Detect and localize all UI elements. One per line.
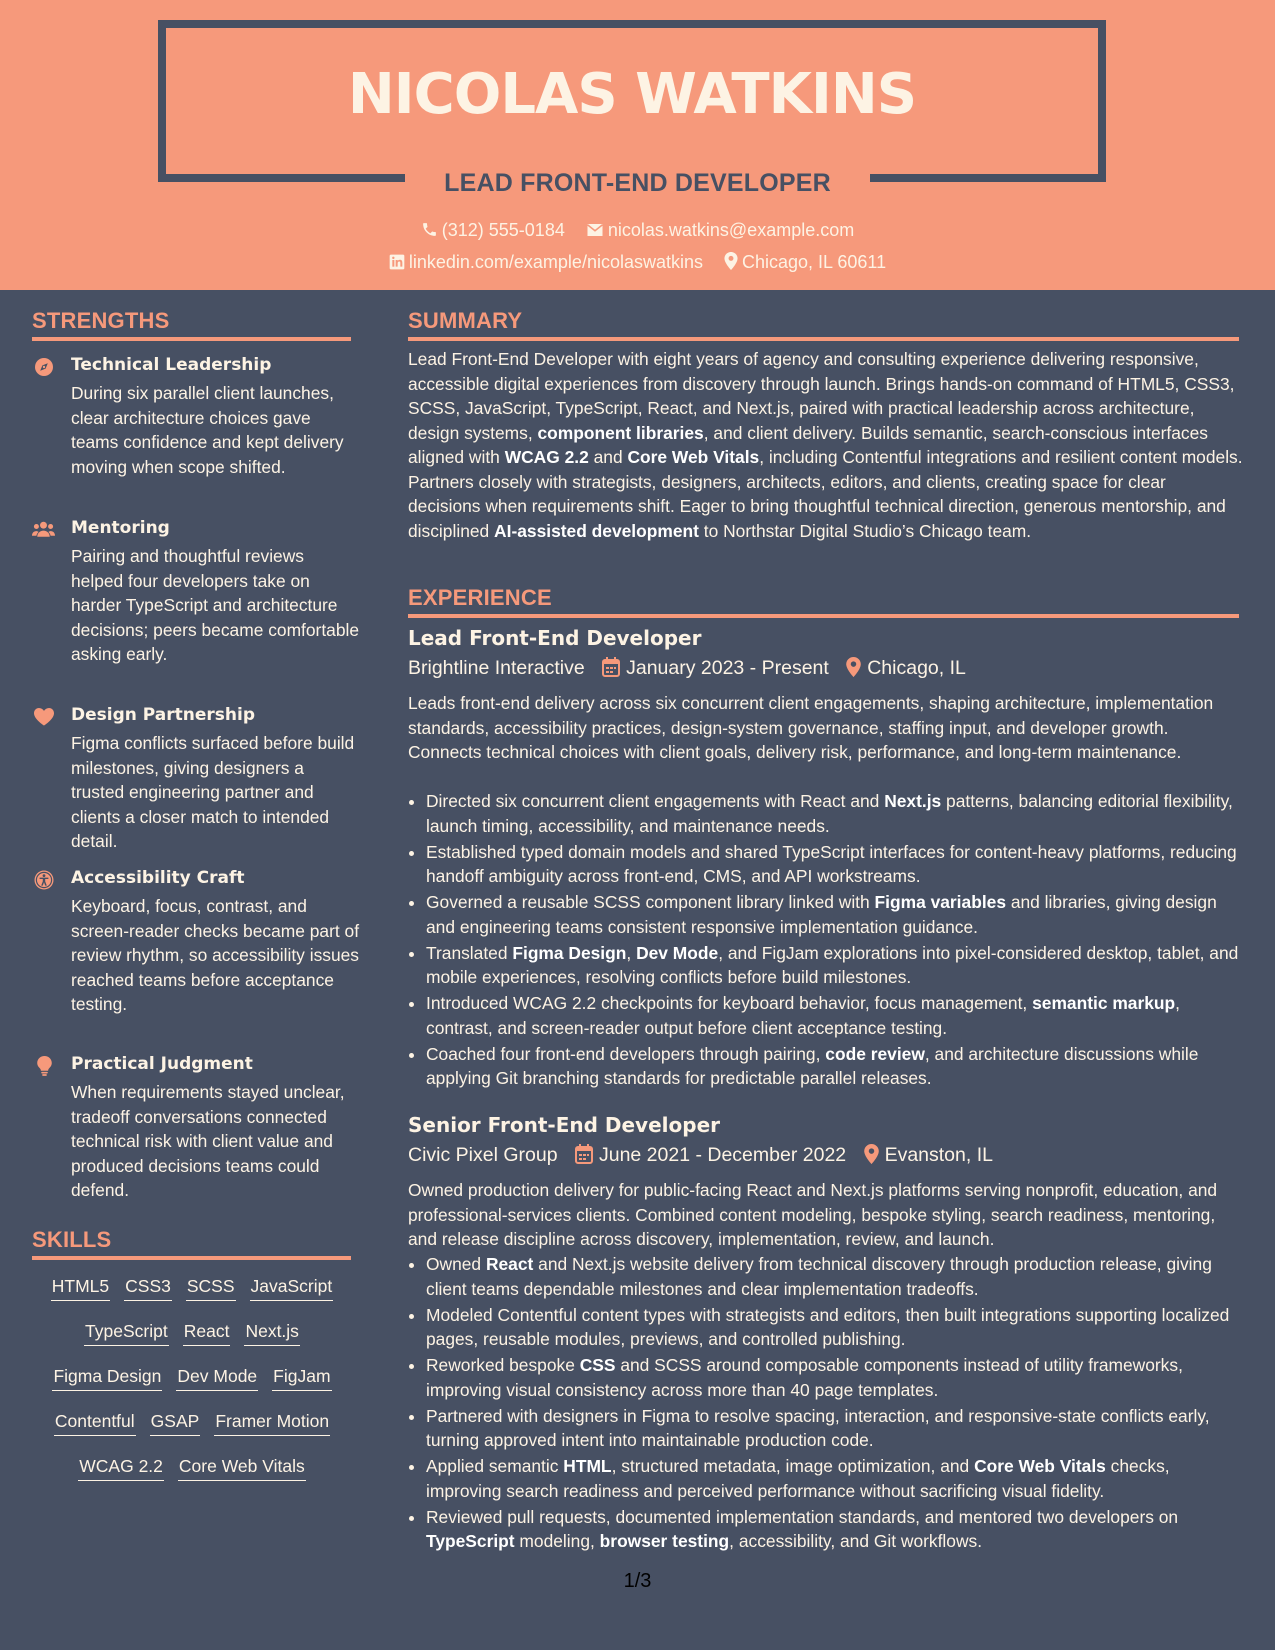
bullet-item	[426, 789, 1243, 838]
emphasis-text: Next.js	[884, 791, 942, 811]
job-bullets	[408, 1252, 1243, 1555]
strength-description: During six parallel client launches, clear architecture choices gave teams confidence and kept delivery moving when scope shifted.	[71, 383, 344, 477]
linkedin-icon	[389, 254, 405, 270]
bullet-item	[426, 1252, 1243, 1301]
text-run: ,	[626, 942, 637, 963]
envelope-icon	[586, 222, 604, 238]
bullet-item	[426, 1454, 1243, 1503]
candidate-title: LEAD FRONT-END DEVELOPER	[444, 169, 831, 197]
skills-row	[32, 1276, 352, 1301]
job-description: Owned production delivery for public-facing React and Next.js platforms serving nonprofit, education, and professional-services clients. Combined content modeling, bespoke styling, search readiness, mentoring, and release discipline across discovery, implementation, review, and launch.	[408, 1180, 1218, 1249]
text-run: , including Contentful integrations and resilient content models. Partners closely with strategists, designers, architects, editors, and clients, creating space for clear decisions when requirements shift. Eager to bring thoughtful technical direction, generous mentorship, and disciplined	[408, 447, 1243, 541]
job-location: Chicago, IL	[867, 657, 966, 679]
text-run: Coached four front-end developers through pairing,	[426, 1043, 826, 1064]
calendar-icon	[575, 1144, 593, 1164]
text-run: to Northstar Digital Studio’s Chicago team.	[698, 520, 1032, 541]
job-dates: January 2023 - Present	[626, 657, 829, 679]
candidate-name: NICOLAS WATKINS	[347, 62, 917, 127]
skills-row	[32, 1366, 352, 1391]
header-banner	[0, 0, 1275, 290]
bullet-item	[426, 941, 1243, 990]
emphasis-text: AI-assisted development	[494, 520, 699, 541]
text-run: Translated	[426, 942, 513, 963]
job-title: Senior Front-End Developer	[408, 1113, 721, 1137]
contact-row-1	[0, 220, 1275, 241]
emphasis-text: component libraries	[537, 422, 704, 443]
heart-icon	[34, 707, 54, 727]
linkedin-contact[interactable]	[389, 252, 703, 273]
text-run: , and architecture discussions while applying Git branching standards for predictable parallel releases.	[426, 1043, 1199, 1088]
strengths-rule	[32, 337, 351, 341]
linkedin-text: linkedin.com/example/nicolaswatkins	[408, 252, 703, 272]
skill-tag: FigJam	[272, 1366, 331, 1391]
text-run: Reworked bespoke	[426, 1355, 580, 1375]
text-run: modeling,	[514, 1531, 600, 1551]
text-run: Reviewed pull requests, documented implementation standards, and mentored two developers on	[426, 1506, 1179, 1527]
job-company: Civic Pixel Group	[408, 1144, 558, 1166]
accessibility-icon	[34, 870, 54, 890]
text-run: Directed six concurrent client engagements with React and	[426, 791, 885, 811]
users-icon	[32, 520, 55, 540]
job-meta	[408, 1144, 993, 1167]
text-run: Applied semantic	[426, 1456, 564, 1476]
emphasis-text: Dev Mode	[636, 942, 719, 963]
skill-tag: Dev Mode	[176, 1366, 258, 1391]
skill-tag: GSAP	[150, 1411, 201, 1436]
skill-tag: TypeScript	[84, 1321, 169, 1346]
emphasis-text: Figma Design	[512, 942, 627, 963]
text-run: Introduced WCAG 2.2 checkpoints for keyboard behavior, focus management,	[426, 993, 1033, 1013]
text-run: Owned	[426, 1254, 486, 1274]
skills-row	[32, 1456, 352, 1481]
summary-text	[408, 347, 1243, 543]
text-run: , contrast, and screen-reader output before client acceptance testing.	[426, 993, 1181, 1038]
text-run: , and FigJam explorations into pixel-considered desktop, tablet, and mobile experiences, resolving conflicts before build milestones.	[426, 942, 1239, 987]
bullet-item	[426, 1042, 1243, 1091]
strength-description: Figma conflicts surfaced before build milestones, giving designers a trusted engineering partner and clients a closer match to intended detail.	[71, 733, 355, 851]
lightbulb-icon	[37, 1056, 52, 1076]
skill-tag: HTML5	[51, 1276, 110, 1301]
name-frame	[158, 20, 1106, 182]
text-run: , accessibility, and Git workflows.	[729, 1531, 983, 1551]
job-meta	[408, 657, 966, 680]
strength-description: When requirements stayed unclear, tradeoff conversations connected technical risk with client value and produced decisions teams could defend.	[71, 1082, 345, 1200]
summary-rule	[408, 337, 1239, 341]
location-text: Chicago, IL 60611	[742, 252, 887, 272]
job-description: Leads front-end delivery across six concurrent client engagements, shaping architecture, implementation standards, accessibility practices, design-system governance, staffing input, and developer growth. Connects technical choices with client goals, delivery risk, performance, and long-term maintenance.	[408, 693, 1214, 762]
emphasis-text: Core Web Vitals	[974, 1456, 1106, 1476]
skill-tag: Figma Design	[52, 1366, 162, 1391]
strength-description: Keyboard, focus, contrast, and screen-reader checks became part of review rhythm, so accessibility issues reached teams before acceptance testing.	[71, 896, 360, 1014]
skill-tag: Contentful	[54, 1411, 136, 1436]
location-contact	[724, 252, 886, 273]
bullet-item	[426, 890, 1243, 939]
skill-tag: SCSS	[186, 1276, 236, 1301]
bullet-item	[426, 1505, 1243, 1554]
strength-title: Technical Leadership	[71, 355, 272, 375]
emphasis-text: Figma variables	[874, 892, 1006, 912]
skills-rule	[32, 1256, 351, 1260]
job-bullets	[408, 789, 1243, 1092]
job-title: Lead Front-End Developer	[408, 626, 702, 650]
map-pin-icon	[724, 252, 738, 270]
skill-tag: JavaScript	[250, 1276, 334, 1301]
bullet-item	[426, 991, 1243, 1040]
experience-heading: EXPERIENCE	[408, 585, 552, 610]
strength-title: Practical Judgment	[71, 1054, 253, 1074]
phone-text: (312) 555-0184	[441, 220, 565, 240]
text-run: and Next.js website delivery from technical discovery through production release, giving client teams dependable milestones and clear implementation tradeoffs.	[426, 1254, 1212, 1299]
emphasis-text: TypeScript	[426, 1531, 515, 1551]
emphasis-text: Core Web Vitals	[627, 447, 760, 467]
strength-title: Mentoring	[71, 518, 170, 538]
emphasis-text: browser testing	[599, 1531, 730, 1551]
text-run: checks, improving search readiness and perceived performance without sacrificing visual fidelity.	[426, 1456, 1170, 1501]
job-title-band	[405, 162, 870, 204]
phone-icon	[421, 221, 438, 238]
text-run: Established typed domain models and shared TypeScript interfaces for content-heavy platforms, reducing handoff ambiguity across front-end, CMS, and API workstreams.	[426, 841, 1237, 886]
email-contact[interactable]	[586, 220, 854, 241]
experience-rule	[408, 614, 1239, 618]
emphasis-text: CSS	[579, 1355, 616, 1375]
job-company: Brightline Interactive	[408, 657, 585, 679]
skill-tag: Next.js	[244, 1321, 299, 1346]
map-pin-icon	[864, 1144, 879, 1164]
compass-icon	[34, 357, 54, 377]
skills-row	[32, 1411, 352, 1436]
job-location: Evanston, IL	[884, 1144, 993, 1166]
email-text: nicolas.watkins@example.com	[607, 220, 855, 240]
text-run: and libraries, giving design and engineering teams consistent responsive implementation guidance.	[426, 892, 1217, 937]
text-run: Governed a reusable SCSS component library linked with	[426, 892, 875, 912]
bullet-item	[426, 1404, 1243, 1453]
bullet-item	[426, 1303, 1243, 1352]
skill-tag: Framer Motion	[214, 1411, 330, 1436]
text-run: , and client delivery. Builds semantic, search-conscious interfaces aligned with	[408, 422, 1208, 467]
text-run: , structured metadata, image optimization, and	[611, 1456, 975, 1476]
strengths-heading: STRENGTHS	[32, 308, 170, 333]
map-pin-icon	[846, 657, 861, 677]
skill-tag: React	[183, 1321, 231, 1346]
text-run: patterns, balancing editorial flexibility, launch timing, accessibility, and maintenance needs.	[426, 791, 1233, 836]
calendar-icon	[602, 657, 620, 677]
job-dates: June 2021 - December 2022	[598, 1144, 847, 1166]
strength-title: Design Partnership	[71, 705, 255, 725]
skill-tag: WCAG 2.2	[78, 1456, 164, 1481]
bullet-item	[426, 1353, 1243, 1402]
emphasis-text: HTML	[563, 1456, 612, 1476]
text-run: Lead Front-End Developer with eight years of agency and consulting experience delivering responsive, accessible digital experiences from discovery through launch. Brings hands-on command of HTML5, CSS3, SCSS, JavaScript, TypeScript, React, and Next.js, paired with practical leadership across architecture, design systems,	[408, 349, 1235, 443]
skill-tag: CSS3	[124, 1276, 172, 1301]
strength-title: Accessibility Craft	[71, 868, 245, 888]
skill-tag: Core Web Vitals	[178, 1456, 306, 1481]
emphasis-text: code review	[825, 1043, 925, 1064]
strength-description: Pairing and thoughtful reviews helped four developers take on harder TypeScript and architecture decisions; peers became comfortable asking early.	[71, 546, 360, 664]
summary-heading: SUMMARY	[408, 308, 523, 333]
skills-heading: SKILLS	[32, 1227, 112, 1252]
text-run: and SCSS around composable components instead of utility frameworks, improving visual consistency across more than 40 page templates.	[426, 1355, 1183, 1400]
bullet-item	[426, 840, 1243, 889]
text-run: Modeled Contentful content types with strategists and editors, then built integrations supporting localized pages, reusable modules, previews, and controlled publishing.	[426, 1304, 1230, 1349]
skills-row	[32, 1321, 352, 1346]
emphasis-text: WCAG 2.2	[504, 447, 589, 467]
text-run: and	[588, 447, 628, 467]
emphasis-text: semantic markup	[1032, 993, 1176, 1013]
phone-contact[interactable]	[421, 220, 565, 241]
contact-row-2	[0, 252, 1275, 273]
text-run: Partnered with designers in Figma to resolve spacing, interaction, and responsive-state conflicts early, turning approved intent into maintainable production code.	[426, 1405, 1210, 1450]
emphasis-text: React	[485, 1254, 534, 1274]
page-number: 1/3	[623, 1570, 652, 1592]
